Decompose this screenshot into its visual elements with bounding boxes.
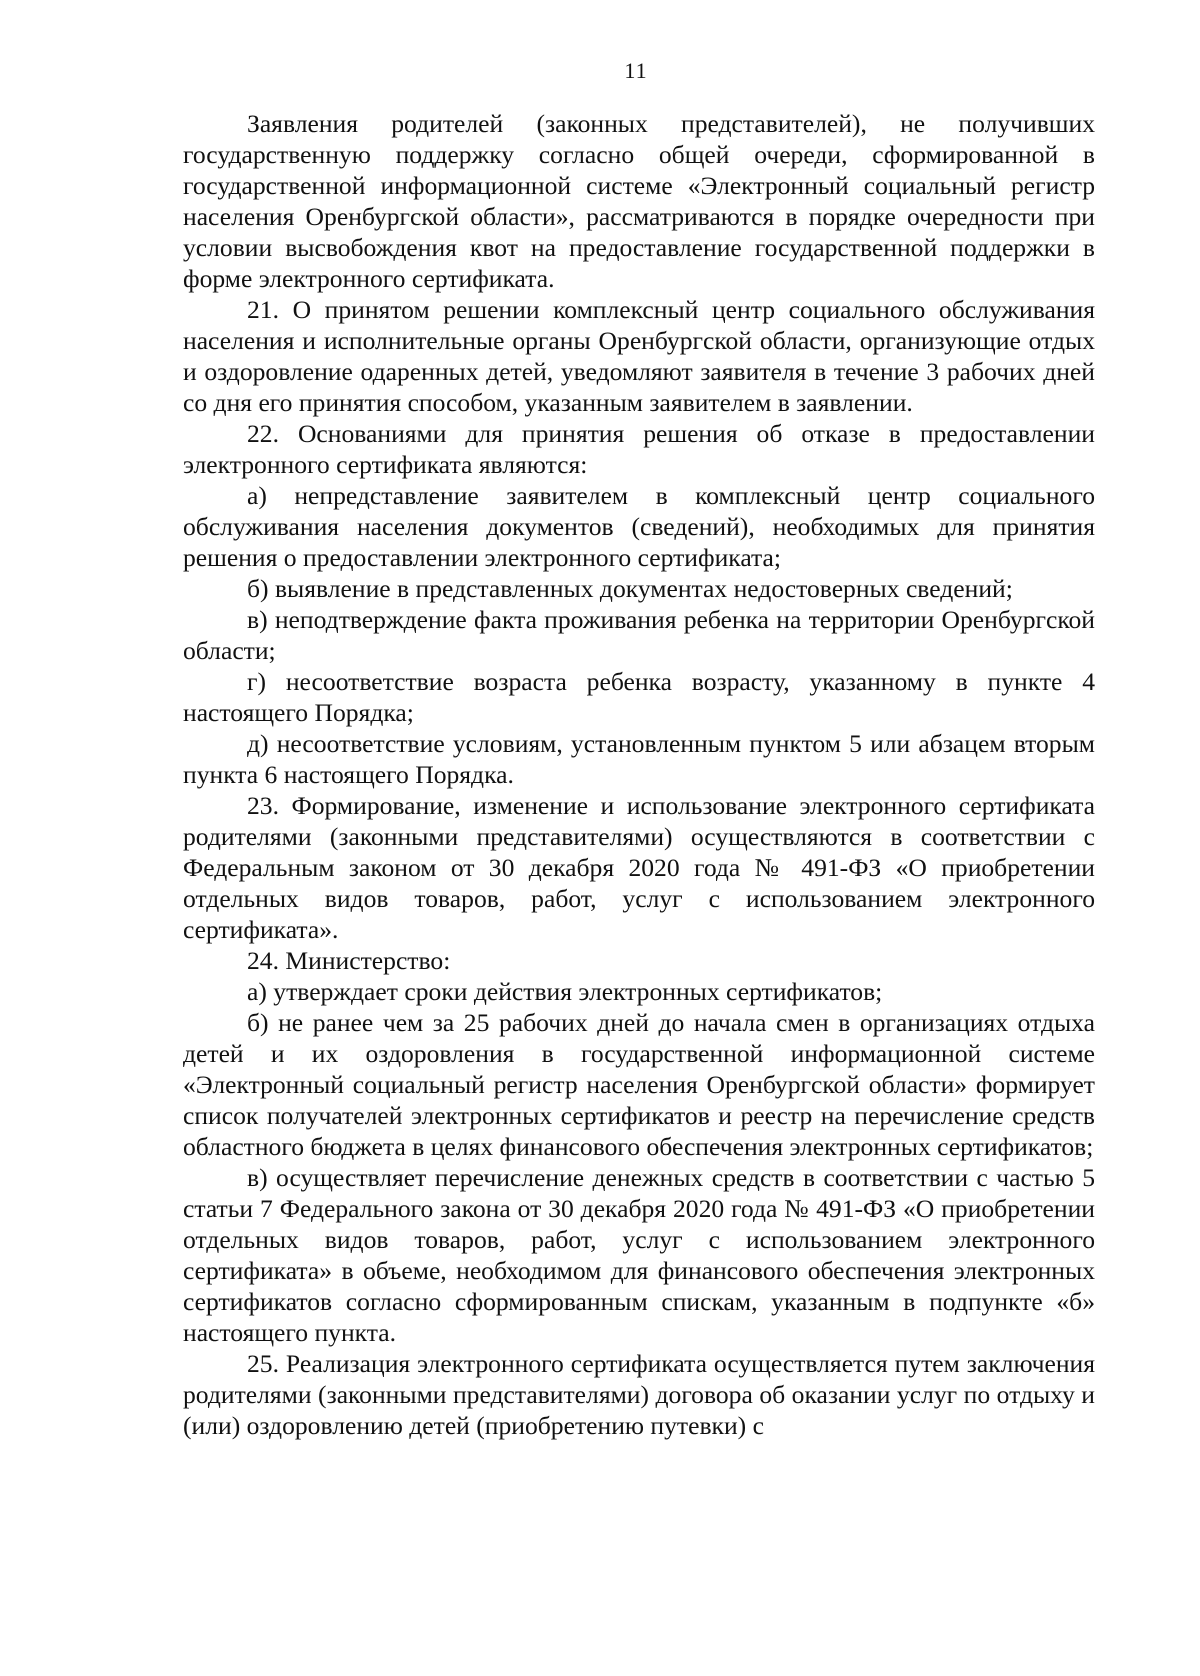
paragraph-24-item-b: б) не ранее чем за 25 рабочих дней до начала смен в организациях отдыха детей и их оздоровления в государственной информационной системе «Электронный социальный регистр населения Оренбургской области» формирует список получателей электронных сертификатов и реестр на перечисление средств областного бюджета в целях финансового обеспечения электронных сертификатов; (183, 1008, 1095, 1161)
paragraph-22-refusal-grounds: 22. Основаниями для принятия решения об отказе в предоставлении электронного сертификата являются: (183, 419, 1095, 479)
paragraph-24-ministry: 24. Министерство: (247, 946, 451, 975)
paragraph-22-item-a: а) непредставление заявителем в комплексный центр социального обслуживания населения документов (сведений), необходимых для принятия решения о предоставлении электронного сертификата; (183, 481, 1095, 572)
paragraph-24-item-a: а) утверждает сроки действия электронных сертификатов; (247, 977, 883, 1006)
paragraph-22-item-v: в) неподтверждение факта проживания ребенка на территории Оренбургской области; (183, 605, 1095, 665)
paragraph-24-item-v: в) осуществляет перечисление денежных средств в соответствии с частью 5 статьи 7 Федерального закона от 30 декабря 2020 года № 491-ФЗ «О приобретении отдельных видов товаров, работ, услуг с использованием электронного сертификата» в объеме, необходимом для финансового обеспечения электронных сертификатов согласно сформированным спискам, указанным в подпункте «б» настоящего пункта. (183, 1163, 1095, 1347)
page-number: 11 (624, 58, 648, 83)
paragraph-25-certificate-realization: 25. Реализация электронного сертификата осуществляется путем заключения родителями (законными представителями) договора об оказании услуг по отдыху и (или) оздоровлению детей (приобретению путевки) с (183, 1349, 1095, 1440)
paragraph-23-certificate-use: 23. Формирование, изменение и использование электронного сертификата родителями (законными представителями) осуществляются в соответствии с Федеральным законом от 30 декабря 2020 года № 491-ФЗ «О приобретении отдельных видов товаров, работ, услуг с использованием электронного сертификата». (183, 791, 1095, 944)
paragraph-21-decision-notice: 21. О принятом решении комплексный центр социального обслуживания населения и исполнительные органы Оренбургской области, организующие отдых и оздоровление одаренных детей, уведомляют заявителя в течение 3 рабочих дней со дня его принятия способом, указанным заявителем в заявлении. (183, 295, 1095, 417)
document-body (183, 108, 1095, 1441)
paragraph-queue-applications: Заявления родителей (законных представителей), не получивших государственную поддержку согласно общей очереди, сформированной в государственной информационной системе «Электронный социальный регистр населения Оренбургской области», рассматриваются в порядке очередности при условии высвобождения квот на предоставление государственной поддержки в форме электронного сертификата. (183, 109, 1095, 293)
paragraph-22-item-b: б) выявление в представленных документах недостоверных сведений; (247, 574, 1013, 603)
paragraph-22-item-d: д) несоответствие условиям, установленным пунктом 5 или абзацем вторым пункта 6 настоящего Порядка. (183, 729, 1095, 789)
paragraph-22-item-g: г) несоответствие возраста ребенка возрасту, указанному в пункте 4 настоящего Порядка; (183, 667, 1095, 727)
